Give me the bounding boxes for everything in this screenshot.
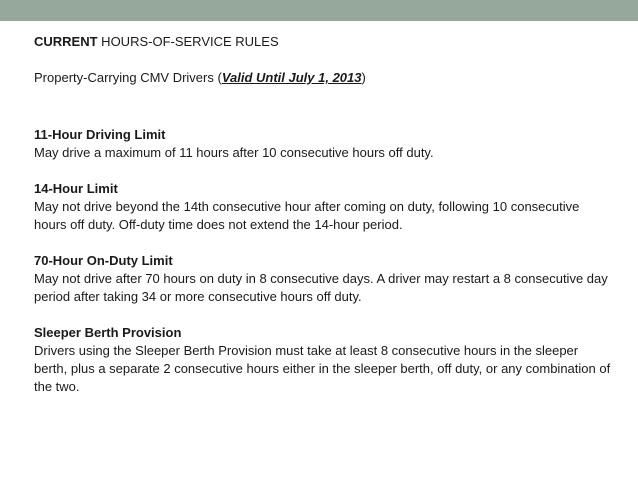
subtitle-suffix: ) xyxy=(361,70,366,85)
section-heading: Sleeper Berth Provision xyxy=(34,325,182,340)
subtitle-validity-date: Valid Until July 1, 2013 xyxy=(221,70,362,85)
section-body: Drivers using the Sleeper Berth Provision must take at least 8 consecutive hours in the sleeper berth, plus a separate 2 consecutive hours either in the sleeper berth, off duty, or any combination of the two. xyxy=(34,343,611,394)
section-body: May not drive beyond the 14th consecutive hour after coming on duty, following 10 consecutive hours off duty. Off-duty time does not extend the 14-hour period. xyxy=(34,199,580,232)
section-body: May not drive after 70 hours on duty in 8 consecutive days. A driver may restart a 8 consecutive day period after taking 34 or more consecutive hours off duty. xyxy=(34,271,608,304)
slide-subtitle xyxy=(34,70,614,86)
section-sleeper-berth xyxy=(34,324,614,396)
title-bold-word: CURRENT xyxy=(34,34,98,49)
section-14-hour-limit xyxy=(34,180,614,234)
slide-title xyxy=(34,34,614,50)
section-heading: 11-Hour Driving Limit xyxy=(34,127,166,142)
slide-content xyxy=(34,34,614,396)
section-70-hour-limit xyxy=(34,252,614,306)
section-heading: 14-Hour Limit xyxy=(34,181,118,196)
section-driving-limit xyxy=(34,126,614,162)
title-rest: HOURS-OF-SERVICE RULES xyxy=(97,34,279,49)
subtitle-prefix: Property-Carrying CMV Drivers ( xyxy=(34,70,222,85)
top-accent-bar xyxy=(0,0,638,21)
section-heading: 70-Hour On-Duty Limit xyxy=(34,253,173,268)
section-body: May drive a maximum of 11 hours after 10 consecutive hours off duty. xyxy=(34,145,434,160)
